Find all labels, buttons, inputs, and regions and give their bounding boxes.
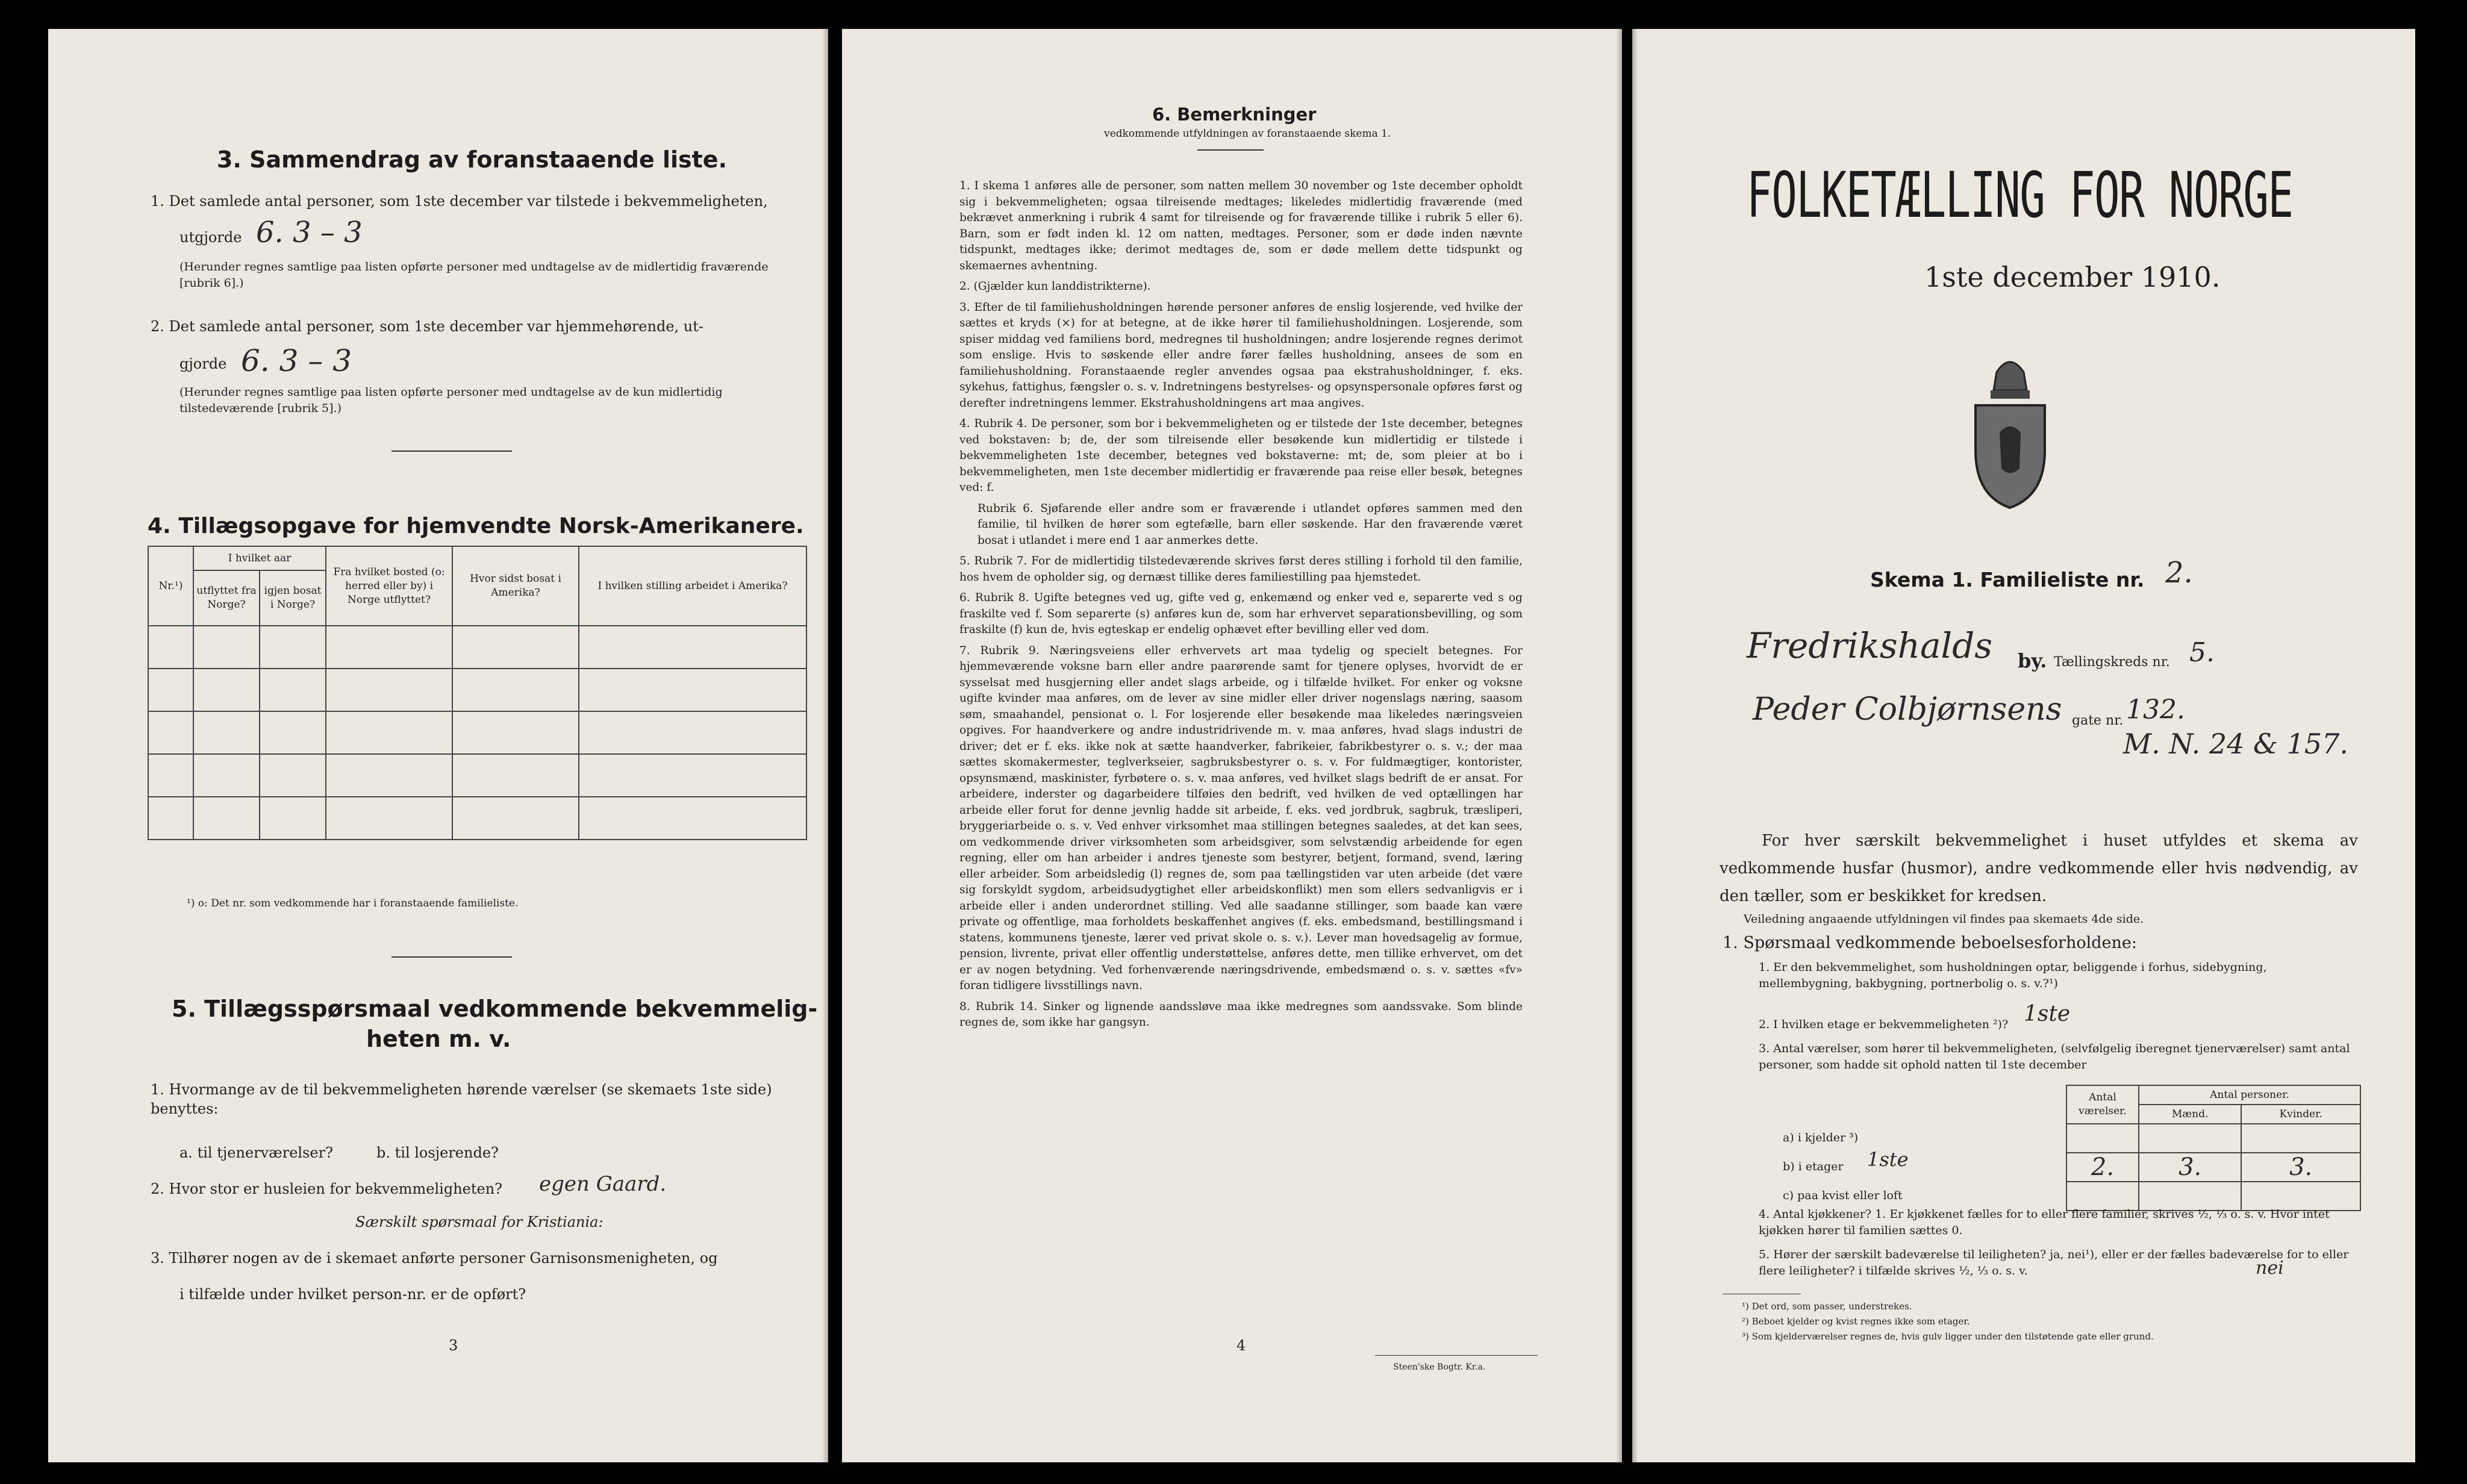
census-date: 1ste december 1910.: [1924, 261, 2221, 293]
bemerkninger-subtitle: vedkommende utfyldningen av foranstaaende skema 1.: [1104, 128, 1391, 140]
census-front-page: [1632, 29, 2415, 1462]
census-page-4: [842, 29, 1622, 1462]
fold-shadow: [1632, 29, 1638, 1462]
cell-etager-maend: 3.: [2139, 1153, 2241, 1182]
main-title: FOLKETÆLLING FOR NORGE: [1747, 158, 2293, 232]
note-6: 6. Rubrik 8. Ugifte betegnes ved ug, gifte ved g, enkemænd og enker ved e, separerte ved s og fraskilte ved f. Som separerte (s) anføres kun de, som har erhvervet separationsbevilling, og som fraskilte (f) kun de, hvis egteskap er endelig ophævet efter bevilling eller ved dom.: [959, 591, 1523, 636]
s3-q2-answer: 6. 3 – 3: [241, 343, 352, 378]
fold-shadow: [1616, 29, 1622, 1462]
page-number: 3: [449, 1337, 458, 1354]
divider: [1197, 149, 1264, 151]
row-a-label: a) i kjelder ³): [1783, 1131, 1859, 1144]
footnote-2: ²) Beboet kjelder og kvist regnes ikke som etager.: [1742, 1316, 1970, 1327]
col-kvinder: Kvinder.: [2241, 1105, 2360, 1124]
s5-question-2: 2. Hvor stor er husleien for bekvemmeligheten?: [151, 1180, 503, 1197]
divider: [391, 956, 512, 958]
section-3-title: 3. Sammendrag av foranstaaende liste.: [217, 146, 728, 173]
note-3: 3. Efter de til familiehusholdningen hørende personer anføres de enslig losjerende, ved hvilke der sættes et kryds (×) for at betegne, at de ikke hører til familiehusholdningen. Losjerende, som spiser middag ved familiens bord, medregnes til husholdningen; andre losjerende regnes derimot som enslige. Hvis to søskende eller andre fører fælles husholdning, ansees de som en familiehusholdning. Foranstaaende regler anvendes ogsaa paa ekstrahusholdninger, f. eks. sykehus, fattighus, fængsler o. s. v. Indretningens bestyrelses- og opsynspersonale opføres først og derefter indretningens lemmer. Ekstrahusholdningens art maa angives.: [959, 301, 1523, 410]
note-1: 1. I skema 1 anføres alle de personer, som natten mellem 30 november og 1ste december opholdt sig i bekvemmeligheten; ogsaa tilreisende medtages; likeledes midlertidig fraværende (med bekrævet anmerkning i rubrik 4 samt for tilreisende og for fraværende tillike i rubrik 5 eller 6). Barn, som er født inden kl. 12 om natten, medtages. Personer, som er døde inden nævnte tidspunkt, medtages ikke; derimot medtages de, som er døde mellem dette tidspunkt og skemaernes avhentning.: [959, 179, 1523, 272]
col-maend: Mænd.: [2139, 1105, 2241, 1124]
city-handwritten: Fredrikshalds: [1747, 625, 1992, 666]
bemerkninger-list: [959, 178, 1523, 1329]
bemerkninger-title: 6. Bemerkninger: [1152, 104, 1317, 125]
footnote-1: ¹) Det ord, som passer, understrekes.: [1742, 1301, 1912, 1312]
street-handwritten: Peder Colbjørnsens: [1753, 691, 2062, 728]
s5-question-3: 3. Tilhører nogen av de i skemaet anførte personer Garnisonsmenigheten, og: [151, 1250, 718, 1267]
s3-q2-note: (Herunder regnes samtlige paa listen opførte personer med undtagelse av de kun midlertidig tilstedeværende [rubrik 5].): [179, 385, 723, 415]
footnote-3: ³) Som kjelderværelser regnes de, hvis gulv ligger under den tilstøtende gate eller grund.: [1742, 1331, 2154, 1342]
printer-mark: Steen'ske Bogtr. Kr.a.: [1393, 1362, 1486, 1372]
norsk-amerikanere-table: [148, 546, 807, 840]
fold-shadow: [822, 29, 828, 1462]
section-4-title: 4. Tillægsopgave for hjemvendte Norsk-Amerikanere.: [148, 514, 804, 538]
by-label: by.: [2018, 649, 2047, 672]
s3-q1-word: utgjorde: [179, 229, 242, 246]
row-b-label: b) i etager: [1783, 1160, 1844, 1173]
question-5-answer: nei: [2256, 1258, 2284, 1279]
s5-question-3b: i tilfælde under hvilket person-nr. er de opført?: [179, 1286, 526, 1303]
col-nr: Nr.¹): [148, 546, 193, 626]
question-3: 3. Antal værelser, som hører til bekvemmeligheten, (selvfølgelig iberegnet tjenerværelser) samt antal personer, som hadde sit ophold natten til 1ste december: [1759, 1042, 2350, 1071]
s5-q2-answer: egen Gaard.: [539, 1172, 667, 1196]
question-4: 4. Antal kjøkkener? 1. Er kjøkkenet fælles for to eller flere familier, skrives ½, ⅓ o. s. v. Hvor intet kjøkken hører til familien sættes 0.: [1759, 1208, 2330, 1237]
note-5: 5. Rubrik 7. For de midlertidig tilstedeværende skrives først deres stilling i forhold til den familie, hos hvem de opholder sig, og dernæst tillike deres familiestilling paa hjemstedet.: [959, 555, 1523, 584]
cell-etager-kvinder: 3.: [2241, 1153, 2360, 1182]
col-antal-personer: Antal personer.: [2139, 1085, 2360, 1105]
question-1: 1. Er den bekvemmelighet, som husholdningen optar, beliggende i forhus, sidebygning, mellembygning, bakbygning, portnerbolig o. s. v.?¹): [1759, 961, 2267, 990]
s5-q1b: b. til losjerende?: [376, 1144, 499, 1161]
census-page-3: [48, 29, 828, 1462]
s3-q1-answer: 6. 3 – 3: [256, 216, 363, 249]
page-number: 4: [1237, 1337, 1246, 1354]
cell-etager-vaerelser: 2.: [2066, 1153, 2139, 1182]
guide-text: Veiledning angaaende utfyldningen vil findes paa skemaets 4de side.: [1744, 912, 2144, 926]
gate-label: gate nr.: [2072, 713, 2124, 728]
s3-question-1: 1. Det samlede antal personer, som 1ste december var tilstede i bekvemmeligheten,: [151, 193, 768, 210]
s3-q1-note: (Herunder regnes samtlige paa listen opførte personer med undtagelse av de midlertidig fraværende [rubrik 6].): [179, 260, 769, 290]
section-5-title: 5. Tillægsspørsmaal vedkommende bekvemmelig-: [172, 996, 818, 1022]
section-5-title-2: heten m. v.: [366, 1026, 511, 1052]
familieliste-number: 2.: [2165, 556, 2193, 590]
note-8: 8. Rubrik 14. Sinker og lignende aandssløve maa ikke medregnes som aandssvake. Som blinde regnes de, som ikke har gangsyn.: [959, 1000, 1523, 1029]
matrikkel-number: M. N. 24 & 157.: [2123, 728, 2349, 760]
coat-of-arms-icon: [1966, 348, 2054, 511]
questions-title: 1. Spørsmaal vedkommende beboelsesforholdene:: [1723, 934, 2137, 952]
s5-q1a: a. til tjenerværelser?: [179, 1144, 333, 1161]
gate-number: 132.: [2126, 694, 2185, 725]
col-where: Hvor sidst bosat i Amerika?: [452, 546, 579, 626]
s5-special-heading: Særskilt spørsmaal for Kristiania:: [355, 1214, 603, 1230]
rooms-persons-table: [2066, 1085, 2361, 1211]
question-5: 5. Hører der særskilt badeværelse til leiligheten? ja, nei¹), eller er der fælles badeværelse for to eller flere leiligheter? i tilfælde skrives ½, ⅓ o. s. v.: [1759, 1248, 2349, 1277]
col-emig: utflyttet fra Norge?: [193, 570, 260, 626]
intro-text: For hver særskilt bekvemmelighet i huset utfyldes et skema av vedkommende husfar (husmor), andre vedkommende eller hvis nødvendig, av den tæller, som er beskikket for kredsen.: [1720, 832, 2358, 905]
col-when: I hvilket aar: [193, 546, 326, 570]
tellingskreds-number: 5.: [2189, 637, 2215, 668]
s4-footnote: ¹) o: Det nr. som vedkommende har i foranstaaende familieliste.: [187, 897, 519, 909]
note-4b: Rubrik 6. Sjøfarende eller andre som er fraværende i utlandet opføres sammen med den familie, til hvilken de hører som egtefælle, barn eller søskende. Har den fraværende været bosat i utlandet i mere end 1 aar anmerkes dette.: [978, 502, 1523, 547]
s3-q2-word: gjorde: [179, 355, 227, 372]
row-b-handwritten: 1ste: [1867, 1148, 1909, 1171]
s5-question-1: 1. Hvormange av de til bekvemmeligheten hørende værelser (se skemaets 1ste side) benyttes:: [151, 1081, 772, 1117]
note-2: 2. (Gjælder kun landdistrikterne).: [959, 280, 1151, 293]
col-from: Fra hvilket bosted (o: herred eller by) i Norge utflyttet?: [326, 546, 452, 626]
note-4: 4. Rubrik 4. De personer, som bor i bekvemmeligheten og er tilstede der 1ste december, betegnes ved bokstaven: b; de, der som tilreisende eller besøkende kun midlertidig er tilstede i bekvemmeligheten 1ste december, betegnes ved bokstaverne: mt; de, som pleier at bo i bekvemmeligheten, men 1ste december midlertidig er fraværende paa reise eller besøk, betegnes ved: f.: [959, 417, 1523, 494]
col-ret: igjen bosat i Norge?: [260, 570, 326, 626]
skema-label: Skema 1. Familieliste nr.: [1870, 568, 2145, 591]
question-2: 2. I hvilken etage er bekvemmeligheten ²)?: [1759, 1018, 2009, 1031]
question-2-answer: 1ste: [2024, 1002, 2071, 1026]
divider: [391, 450, 512, 452]
tellingskreds-label: Tællingskreds nr.: [2054, 655, 2170, 670]
col-pos: I hvilken stilling arbeidet i Amerika?: [579, 546, 806, 626]
col-antal-vaerelser: Antal værelser.: [2066, 1085, 2139, 1124]
note-7: 7. Rubrik 9. Næringsveiens eller erhvervets art maa tydelig og specielt betegnes. For hjemmeværende voksne barn eller andre paarørende samt for tjenere oplyses, hvorvidt de er sysselsat med husgjerning eller andet slags arbeide, og i tilfælde hvilket. For enker og voksne ugifte kvinder maa anføres, om de lever av sine midler eller driver nogenslags næring, saasom søm, smaahandel, pensionat o. l. For losjerende eller besøkende maa likeledes næringsveien opgives. For haandverkere og andre industridrivende m. v. maa anføres, hvad slags industri de driver; det er f. eks. ikke nok at sætte haandverker, fabrikeier, fabrikbestyrer o. s. v.; der maa sættes skomakermester, teglverkseier, sagbruksbestyrer o. s. v. For fuldmægtiger, kontorister, opsynsmænd, maskinister, fyrbøtere o. s. v. maa anføres, ved hvilket slags bedrift de er ansat. For arbeidere, inderster og dagarbeidere tilføies den bedrift, ved hvilken de ved optællingen har arbeide eller forut for denne jevnlig hadde sit arbeide, f. eks. ved jordbruk, sagbruk, træsliperi, bryggeriarbeide o. s. v. Ved enhver virksomhet maa stillingen betegnes saaledes, at det kan sees, om vedkommende driver virksomheten som arbeidsgiver, som selvstændig arbeidende for egen regning, eller om han arbeider i andres tjeneste som bestyrer, betjent, formand, svend, læring eller arbeider. Som arbeidsledig (l) regnes de, som paa tællingstiden var uten arbeide (det være sig forskyldt sygdom, arbeidsudygtighet eller arbeidskonflikt) men som ellers sedvanligvis er i arbeide eller i anden underordnet stilling. Ved alle saadanne stillinger, som baade kan være private og offentlige, maa forholdets beskaffenhet angives (f. eks. embedsmand, bestillingsmand i statens, kommunens tjeneste, lærer ved privat skole o. s. v.). Lever man hovedsagelig av formue, pension, livrente, privat eller offentlig understøttelse, anføres dette, men tillike erhvervet, om det er av nogen betydning. Ved forhenværende næringsdrivende, embedsmænd o. s. v. sættes «fv» foran tidligere livsstillings navn.: [959, 644, 1523, 992]
s3-question-2: 2. Det samlede antal personer, som 1ste december var hjemmehørende, ut-: [151, 318, 703, 335]
divider: [1375, 1355, 1538, 1356]
row-c-label: c) paa kvist eller loft: [1783, 1189, 1903, 1202]
